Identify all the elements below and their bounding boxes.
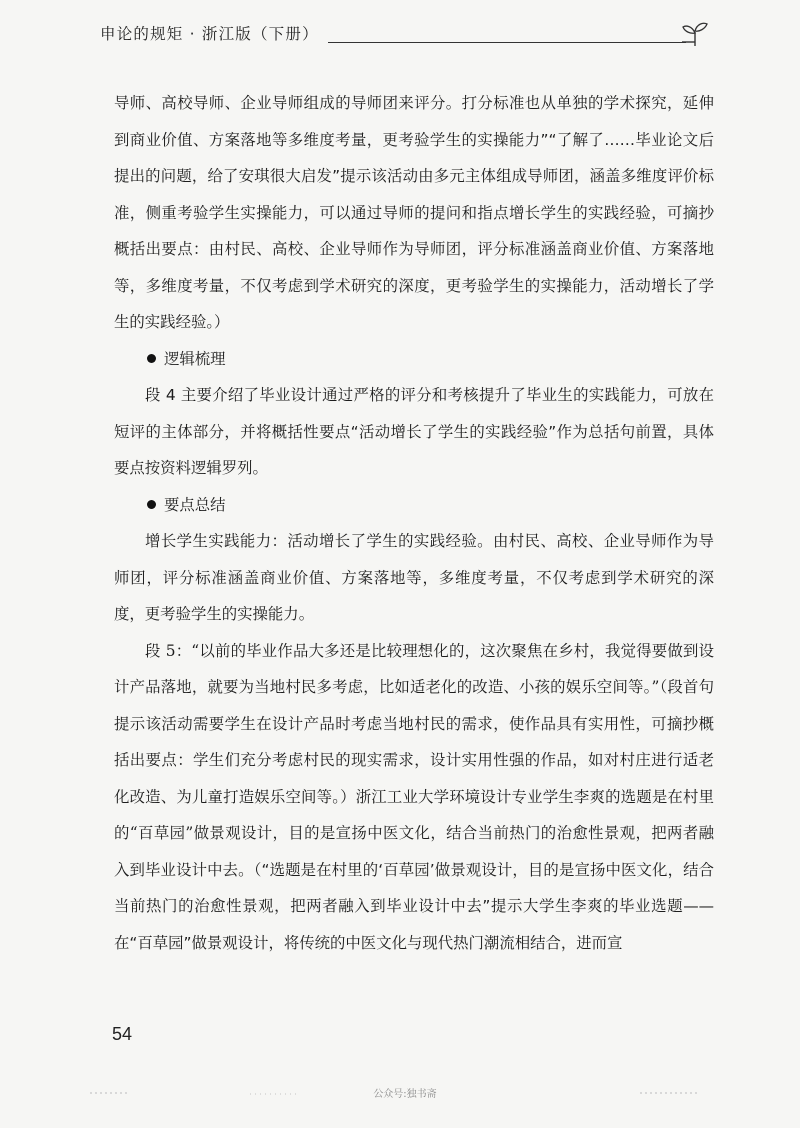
paragraph-5-source: 浙江工业大学环境设计专业学生李爽的选题是在村里的“百草园”做景观设计，目的是宣扬中医文化，结合当前热门的治愈性景观，把两者融入到毕业设计中去。 xyxy=(114,787,714,879)
paragraph-5-quote: 段 5：“以前的毕业作品大多还是比较理想化的，这次聚焦在乡村，我觉得要做到设计产品落地，就要为当地村民多考虑，比如适老化的改造、小孩的娱乐空间等。” xyxy=(114,641,714,696)
book-title: 申论的规矩 · 浙江版（下册） xyxy=(100,25,319,43)
logic-paragraph: 段 4 主要介绍了毕业设计通过严格的评分和考核提升了毕业生的实践能力，可放在短评的主体部分，并将概括性要点“活动增长了学生的实践经验”作为总括句前置，具体要点按资料逻辑罗列。 xyxy=(114,386,714,477)
logic-heading xyxy=(114,341,714,378)
logic-heading-label: 逻辑梳理 xyxy=(164,349,226,368)
summary-paragraph: 增长学生实践能力：活动增长了学生的实践经验。由村民、高校、企业导师作为导师团，评分标准涵盖商业价值、方案落地等，多维度考量，不仅考虑到学术研究的深度，更考验学生的实操能力。 xyxy=(114,532,714,623)
sprout-icon xyxy=(680,18,710,48)
watermark-text: 公众号:独书斋 xyxy=(373,1089,437,1100)
header-rule xyxy=(328,42,686,43)
paragraph-5-analysis: （“选题是在村里的‘百草园’做景观设计，目的是宣扬中医文化，结合当前热门的治愈性景观，把两者融入到毕业设计中去”提示大学生李爽的毕业选题——在“百草园”做景观设计，将传统的中医文化与现代热门潮流相结合，进而宣 xyxy=(114,860,714,952)
paragraph-continuation: 导师、高校导师、企业导师组成的导师团来评分。打分标准也从单独的学术探究，延伸到商业价值、方案落地等多维度考量，更考验学生的实操能力”“了解了……毕业论文后提出的问题，给了安琪很大启发”提示该活动由多元主体组成导师团，涵盖多维度评价标准，侧重考验学生实操能力，可以通过导师的提问和指点增长学生的实践经验，可摘抄概括出要点：由村民、高校、企业导师作为导师团，评分标准涵盖商业价值、方案落地等，多维度考量，不仅考虑到学术研究的深度，更考验学生的实操能力，活动增长了学生的实践经验。） xyxy=(114,94,714,331)
bullet-icon xyxy=(147,500,156,509)
page-body xyxy=(114,85,714,961)
page-number: 54 xyxy=(112,1024,133,1044)
summary-heading xyxy=(114,487,714,524)
bullet-icon xyxy=(147,354,156,363)
summary-heading-label: 要点总结 xyxy=(164,495,226,514)
paragraph-5 xyxy=(114,633,714,962)
watermark-stamp xyxy=(365,1080,445,1106)
paragraph-5-note: （段首句提示该活动需要学生在设计产品时考虑当地村民的需求，使作品具有实用性，可摘抄概括出要点：学生们充分考虑村民的现实需求，设计实用性强的作品，如对村庄进行适老化改造、为儿童打造娱乐空间等。） xyxy=(114,678,714,806)
running-header xyxy=(100,18,710,48)
